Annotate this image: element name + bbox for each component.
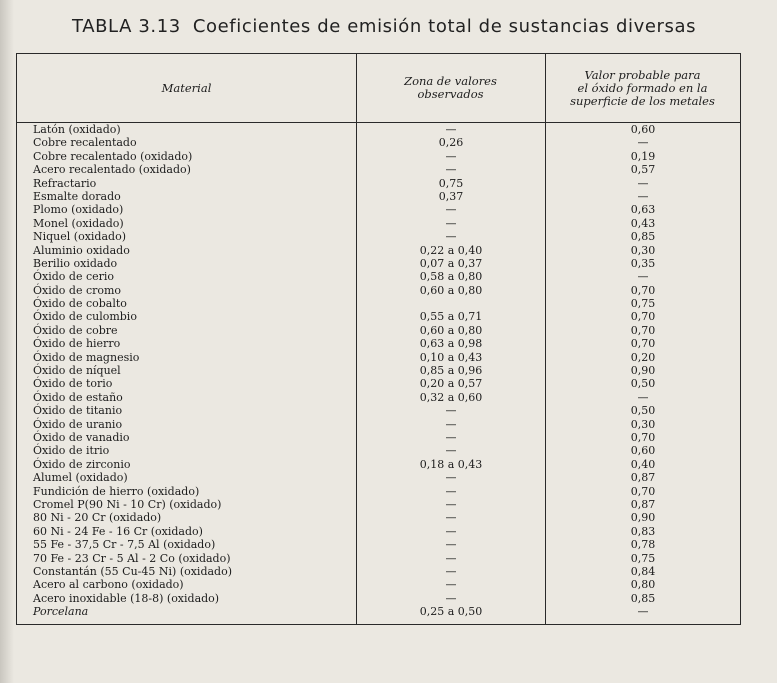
zone-cell: 0,63 a 0,98 bbox=[419, 337, 483, 351]
probable-cell: 0,60 bbox=[630, 444, 656, 458]
probable-cell: 0,63 bbox=[630, 203, 656, 217]
probable-cell: 0,60 bbox=[630, 123, 656, 136]
zone-cell: 0,22 a 0,40 bbox=[419, 243, 483, 257]
material-cell: Óxido de cromo bbox=[33, 283, 122, 297]
table-row bbox=[17, 404, 740, 417]
zone-cell: 0,18 a 0,43 bbox=[419, 457, 483, 471]
table-row bbox=[17, 552, 740, 565]
material-cell: Cromel P(90 Ni - 10 Cr) (oxidado) bbox=[33, 497, 222, 511]
probable-cell: 0,75 bbox=[630, 551, 656, 565]
zone-cell: — bbox=[445, 404, 457, 418]
probable-cell: — bbox=[637, 270, 649, 284]
zone-cell: — bbox=[445, 471, 457, 485]
probable-cell: 0,75 bbox=[630, 297, 656, 311]
probable-cell: 0,80 bbox=[630, 578, 656, 592]
probable-cell: — bbox=[637, 176, 649, 190]
zone-cell: — bbox=[445, 511, 457, 525]
probable-cell: 0,50 bbox=[630, 404, 656, 418]
material-cell: Niquel (oxidado) bbox=[33, 230, 126, 244]
table-row bbox=[17, 190, 740, 203]
probable-cell: 0,57 bbox=[630, 163, 656, 177]
table-row bbox=[17, 324, 740, 337]
table-number: TABLA 3.13 bbox=[72, 16, 181, 37]
table-row bbox=[17, 244, 740, 257]
table-row bbox=[17, 270, 740, 283]
material-cell: Cobre recalentado bbox=[33, 136, 137, 150]
zone-cell: — bbox=[445, 591, 457, 605]
table-row bbox=[17, 458, 740, 471]
zone-cell: — bbox=[445, 484, 457, 498]
table-row bbox=[17, 364, 740, 377]
probable-cell: 0,19 bbox=[630, 149, 656, 163]
table-row bbox=[17, 418, 740, 431]
zone-cell: — bbox=[445, 578, 457, 592]
table-row bbox=[17, 257, 740, 270]
table-body bbox=[17, 123, 740, 618]
material-cell: Fundición de hierro (oxidado) bbox=[33, 484, 200, 498]
header-probable-line: Valor probable para bbox=[584, 67, 701, 82]
table-row bbox=[17, 605, 740, 618]
probable-cell: 0,70 bbox=[630, 337, 656, 351]
table-row bbox=[17, 511, 740, 524]
table-row bbox=[17, 565, 740, 578]
material-cell: Óxido de hierro bbox=[33, 337, 121, 351]
header-material-label: Material bbox=[161, 80, 212, 95]
zone-cell: — bbox=[445, 497, 457, 511]
table-row bbox=[17, 525, 740, 538]
page-edge-shadow bbox=[0, 0, 14, 683]
table-row bbox=[17, 444, 740, 457]
material-cell: Monel (oxidado) bbox=[33, 216, 124, 230]
material-cell: Porcelana bbox=[33, 605, 89, 619]
material-cell: Cobre recalentado (oxidado) bbox=[33, 149, 193, 163]
probable-cell: 0,87 bbox=[630, 471, 656, 485]
material-cell: Óxido de níquel bbox=[33, 364, 121, 378]
table-row bbox=[17, 163, 740, 176]
table-row bbox=[17, 538, 740, 551]
probable-cell: 0,70 bbox=[630, 323, 656, 337]
probable-cell: 0,50 bbox=[630, 377, 656, 391]
probable-cell: — bbox=[637, 136, 649, 150]
header-zone-line: Zona de valores bbox=[404, 74, 497, 88]
table-row bbox=[17, 592, 740, 605]
material-cell: Óxido de cobalto bbox=[33, 297, 127, 311]
material-cell: 55 Fe - 37,5 Cr - 7,5 Al (oxidado) bbox=[33, 538, 216, 552]
zone-cell: 0,55 a 0,71 bbox=[419, 310, 483, 324]
zone-cell: 0,37 bbox=[438, 189, 464, 203]
probable-cell: 0,87 bbox=[630, 497, 656, 511]
material-cell: 60 Ni - 24 Fe - 16 Cr (oxidado) bbox=[33, 524, 203, 538]
probable-cell: — bbox=[637, 189, 649, 203]
material-cell: Esmalte dorado bbox=[33, 189, 121, 203]
material-cell: Aluminio oxidado bbox=[33, 243, 130, 257]
table-title: Coeficientes de emisión total de sustancias diversas bbox=[192, 16, 697, 37]
header-probable-line: superficie de los metales bbox=[570, 93, 715, 108]
zone-cell: 0,10 a 0,43 bbox=[419, 350, 483, 364]
material-cell: Constantán (55 Cu-45 Ni) (oxidado) bbox=[33, 564, 233, 578]
table-row bbox=[17, 498, 740, 511]
zone-cell: — bbox=[445, 230, 457, 244]
zone-cell: 0,20 a 0,57 bbox=[419, 377, 483, 391]
zone-cell: — bbox=[445, 417, 457, 431]
probable-cell: 0,70 bbox=[630, 484, 656, 498]
probable-cell: 0,30 bbox=[630, 417, 656, 431]
material-cell: Óxido de vanadio bbox=[33, 430, 130, 444]
table-row bbox=[17, 230, 740, 243]
material-cell: Acero al carbono (oxidado) bbox=[33, 578, 184, 592]
probable-cell: 0,85 bbox=[630, 230, 656, 244]
material-cell: Óxido de uranio bbox=[33, 417, 123, 431]
zone-cell: — bbox=[445, 564, 457, 578]
zone-cell: — bbox=[445, 163, 457, 177]
header-zone bbox=[356, 54, 545, 122]
header-probable-line: el óxido formado en la bbox=[577, 80, 708, 95]
table-row bbox=[17, 578, 740, 591]
material-cell: 80 Ni - 20 Cr (oxidado) bbox=[33, 511, 162, 525]
material-cell: Acero recalentado (oxidado) bbox=[33, 163, 191, 177]
probable-cell: 0,43 bbox=[630, 216, 656, 230]
material-cell: Óxido de zirconio bbox=[33, 457, 131, 471]
table-row bbox=[17, 136, 740, 149]
probable-cell: 0,83 bbox=[630, 524, 656, 538]
material-cell: 70 Fe - 23 Cr - 5 Al - 2 Co (oxidado) bbox=[33, 551, 231, 565]
probable-cell: 0,20 bbox=[630, 350, 656, 364]
zone-cell: — bbox=[445, 216, 457, 230]
zone-cell: — bbox=[445, 524, 457, 538]
table-row bbox=[17, 123, 740, 136]
header-material bbox=[17, 54, 356, 122]
table-row bbox=[17, 431, 740, 444]
material-cell: Latón (oxidado) bbox=[33, 123, 121, 136]
material-cell: Alumel (oxidado) bbox=[33, 471, 128, 485]
header-probable bbox=[545, 54, 740, 122]
probable-cell: 0,30 bbox=[630, 243, 656, 257]
probable-cell: — bbox=[637, 605, 649, 619]
probable-cell: 0,40 bbox=[630, 457, 656, 471]
probable-cell: 0,70 bbox=[630, 283, 656, 297]
zone-cell: 0,85 a 0,96 bbox=[419, 364, 483, 378]
material-cell: Óxido de estaño bbox=[33, 390, 123, 404]
material-cell: Óxido de torio bbox=[33, 377, 113, 391]
table-row bbox=[17, 217, 740, 230]
table-row bbox=[17, 471, 740, 484]
table-row bbox=[17, 177, 740, 190]
zone-cell: 0,60 a 0,80 bbox=[419, 283, 483, 297]
material-cell: Óxido de titanio bbox=[33, 404, 123, 418]
table-caption bbox=[72, 16, 696, 37]
emission-table bbox=[16, 53, 741, 625]
material-cell: Refractario bbox=[33, 176, 97, 190]
zone-cell: — bbox=[445, 203, 457, 217]
table-row bbox=[17, 351, 740, 364]
probable-cell: — bbox=[637, 390, 649, 404]
zone-cell: — bbox=[445, 444, 457, 458]
zone-cell: 0,32 a 0,60 bbox=[419, 390, 483, 404]
table-row bbox=[17, 284, 740, 297]
zone-cell: 0,25 a 0,50 bbox=[419, 605, 483, 619]
header-zone-line: observados bbox=[417, 87, 484, 101]
material-cell: Óxido de cobre bbox=[33, 323, 118, 337]
zone-cell: — bbox=[445, 430, 457, 444]
material-cell: Óxido de magnesio bbox=[33, 350, 140, 364]
table-row bbox=[17, 310, 740, 323]
table-row bbox=[17, 377, 740, 390]
material-cell: Óxido de cerio bbox=[33, 270, 115, 284]
zone-cell: — bbox=[445, 551, 457, 565]
zone-cell: — bbox=[445, 149, 457, 163]
table-row bbox=[17, 203, 740, 216]
table-row bbox=[17, 297, 740, 310]
zone-cell: 0,60 a 0,80 bbox=[419, 323, 483, 337]
probable-cell: 0,90 bbox=[630, 511, 656, 525]
table-row bbox=[17, 391, 740, 404]
material-cell: Berilio oxidado bbox=[33, 256, 118, 270]
zone-cell: 0,07 a 0,37 bbox=[419, 256, 483, 270]
probable-cell: 0,78 bbox=[630, 538, 656, 552]
zone-cell: 0,58 a 0,80 bbox=[419, 270, 483, 284]
zone-cell: — bbox=[445, 123, 457, 136]
material-cell: Óxido de culombio bbox=[33, 310, 137, 324]
material-cell: Plomo (oxidado) bbox=[33, 203, 124, 217]
probable-cell: 0,70 bbox=[630, 430, 656, 444]
table-row bbox=[17, 485, 740, 498]
zone-cell: — bbox=[445, 538, 457, 552]
material-cell: Óxido de itrio bbox=[33, 444, 110, 458]
probable-cell: 0,84 bbox=[630, 564, 656, 578]
table-row bbox=[17, 150, 740, 163]
probable-cell: 0,90 bbox=[630, 364, 656, 378]
probable-cell: 0,70 bbox=[630, 310, 656, 324]
probable-cell: 0,35 bbox=[630, 256, 656, 270]
zone-cell: 0,26 bbox=[438, 136, 464, 150]
table-row bbox=[17, 337, 740, 350]
material-cell: Acero inoxidable (18-8) (oxidado) bbox=[33, 591, 220, 605]
probable-cell: 0,85 bbox=[630, 591, 656, 605]
zone-cell: 0,75 bbox=[438, 176, 464, 190]
